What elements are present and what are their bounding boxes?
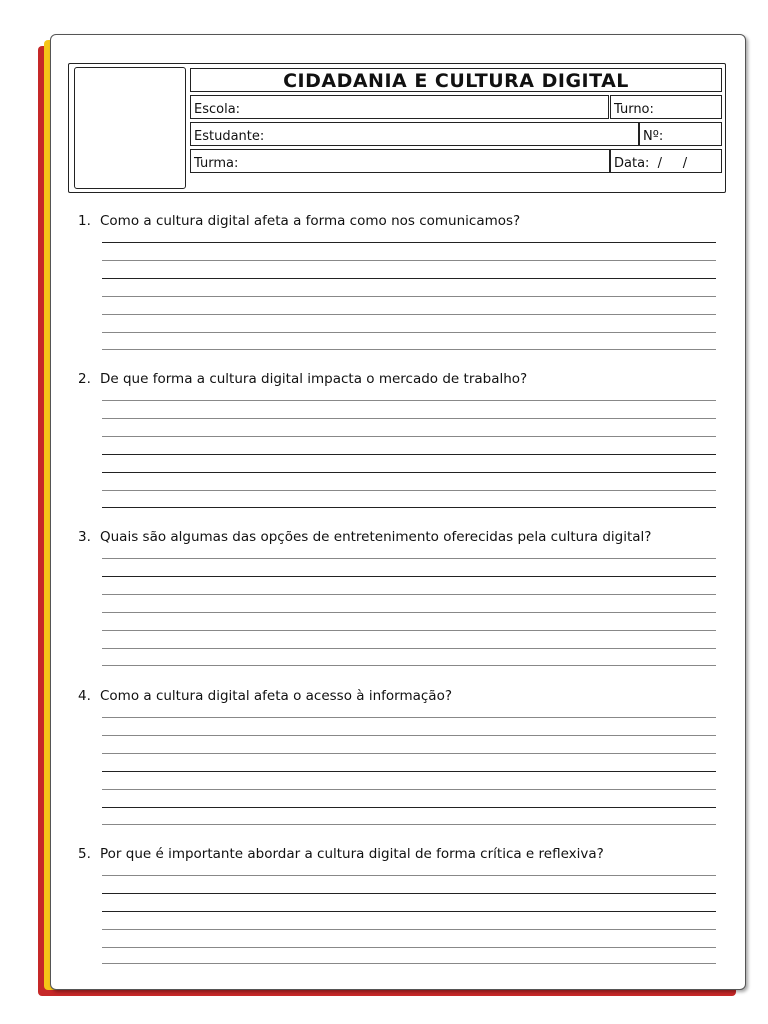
turno-label: Turno:	[614, 102, 654, 117]
answer-line[interactable]	[102, 242, 716, 243]
question-4	[78, 687, 718, 705]
answer-line[interactable]	[102, 893, 716, 894]
data-field[interactable]	[610, 149, 722, 173]
answer-line[interactable]	[102, 507, 716, 508]
question-number: 2.	[78, 371, 91, 387]
question-text: De que forma a cultura digital impacta o mercado de trabalho?	[100, 371, 528, 387]
photo-box	[74, 67, 186, 189]
estudante-label: Estudante:	[194, 129, 265, 144]
question-text: Por que é importante abordar a cultura digital de forma crítica e reflexiva?	[100, 846, 604, 862]
answer-line[interactable]	[102, 612, 716, 613]
question-number: 1.	[78, 213, 91, 229]
answer-line[interactable]	[102, 807, 716, 808]
question-text: Quais são algumas das opções de entretenimento oferecidas pela cultura digital?	[100, 529, 652, 545]
answer-line[interactable]	[102, 349, 716, 350]
answer-line[interactable]	[102, 278, 716, 279]
turno-field[interactable]	[610, 95, 722, 119]
answer-line[interactable]	[102, 454, 716, 455]
escola-label: Escola:	[194, 102, 241, 117]
question-3	[78, 528, 718, 546]
page-title: CIDADANIA E CULTURA DIGITAL	[283, 70, 629, 92]
answer-line[interactable]	[102, 332, 716, 333]
question-number: 5.	[78, 846, 91, 862]
question-5	[78, 845, 718, 863]
question-number: 4.	[78, 688, 91, 704]
answer-line[interactable]	[102, 594, 716, 595]
question-text: Como a cultura digital afeta a forma como nos comunicamos?	[100, 213, 521, 229]
answer-line[interactable]	[102, 824, 716, 825]
question-text: Como a cultura digital afeta o acesso à informação?	[100, 688, 452, 704]
question-2	[78, 370, 718, 388]
answer-line[interactable]	[102, 436, 716, 437]
title-box	[190, 68, 722, 92]
answer-line[interactable]	[102, 490, 716, 491]
answer-line[interactable]	[102, 665, 716, 666]
answer-line[interactable]	[102, 260, 716, 261]
answer-line[interactable]	[102, 648, 716, 649]
answer-line[interactable]	[102, 558, 716, 559]
numero-field[interactable]	[639, 122, 722, 146]
question-number: 3.	[78, 529, 91, 545]
answer-line[interactable]	[102, 418, 716, 419]
answer-line[interactable]	[102, 400, 716, 401]
answer-line[interactable]	[102, 576, 716, 577]
answer-line[interactable]	[102, 630, 716, 631]
answer-line[interactable]	[102, 947, 716, 948]
answer-line[interactable]	[102, 314, 716, 315]
turma-field[interactable]	[190, 149, 610, 173]
answer-line[interactable]	[102, 717, 716, 718]
answer-line[interactable]	[102, 789, 716, 790]
numero-label: Nº:	[643, 129, 664, 144]
estudante-field[interactable]	[190, 122, 639, 146]
answer-line[interactable]	[102, 911, 716, 912]
answer-line[interactable]	[102, 753, 716, 754]
answer-line[interactable]	[102, 472, 716, 473]
question-1	[78, 212, 718, 230]
escola-field[interactable]	[190, 95, 609, 119]
answer-line[interactable]	[102, 771, 716, 772]
answer-line[interactable]	[102, 875, 716, 876]
answer-line[interactable]	[102, 929, 716, 930]
data-label: Data: / /	[614, 156, 688, 171]
turma-label: Turma:	[194, 156, 239, 171]
answer-line[interactable]	[102, 296, 716, 297]
answer-line[interactable]	[102, 963, 716, 964]
answer-line[interactable]	[102, 735, 716, 736]
